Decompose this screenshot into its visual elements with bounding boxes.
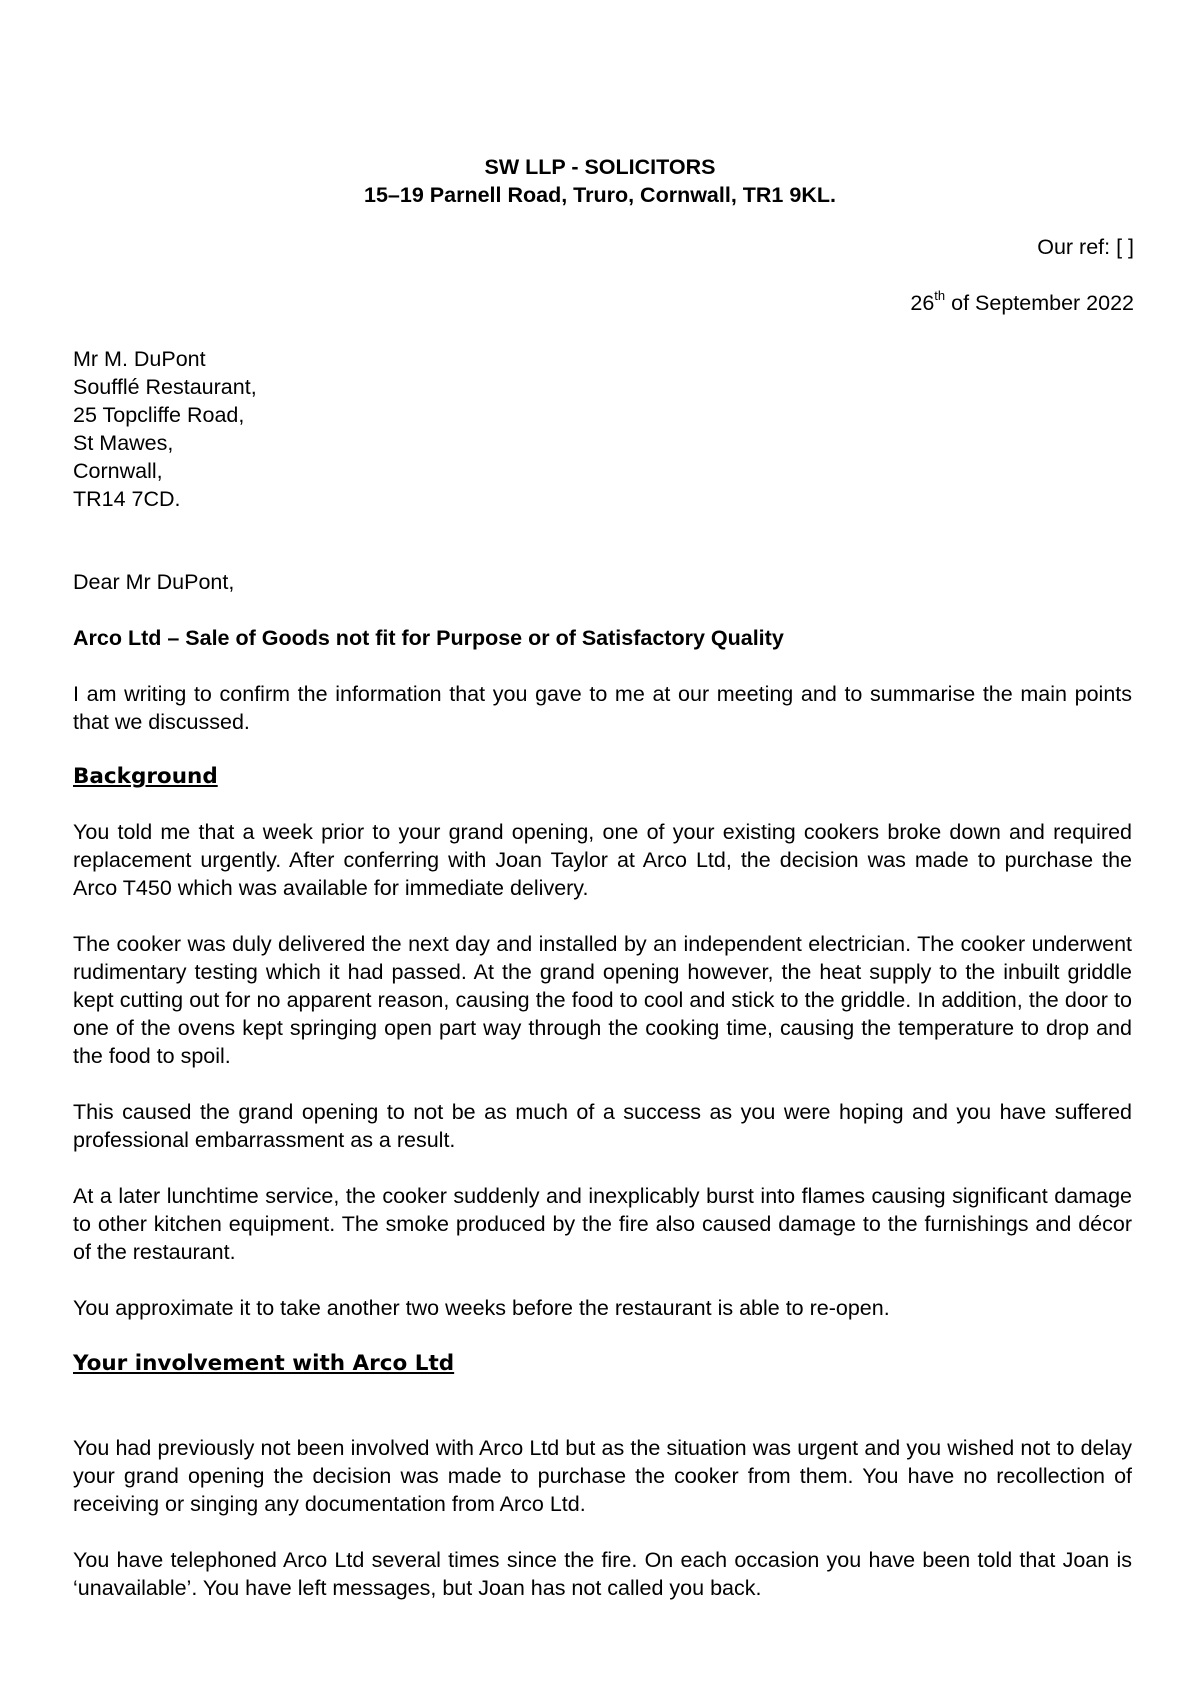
our-reference: Our ref: [ ] <box>1037 235 1134 259</box>
date-day: 26 <box>910 291 935 315</box>
date-rest: of September 2022 <box>945 291 1134 315</box>
recipient-address <box>73 345 1132 513</box>
address-line: Cornwall, <box>73 459 163 483</box>
address-line: TR14 7CD. <box>73 487 181 511</box>
salutation: Dear Mr DuPont, <box>73 570 235 594</box>
background-heading: Background <box>73 764 218 789</box>
involvement-paragraph: You had previously not been involved with Arco Ltd but as the situation was urgent and you wished not to delay your grand opening the decision was made to purchase the cooker from them. You have no recollection of receiving or singing any documentation from Arco Ltd. <box>73 1436 1132 1516</box>
firm-name: SW LLP - SOLICITORS <box>484 155 716 179</box>
background-paragraph: You approximate it to take another two weeks before the restaurant is able to re-open. <box>73 1296 890 1320</box>
background-paragraph: This caused the grand opening to not be as much of a success as you were hoping and you have suffered professional embarrassment as a result. <box>73 1100 1132 1152</box>
letterhead <box>0 153 1200 209</box>
background-paragraph: The cooker was duly delivered the next day and installed by an independent electrician. The cooker underwent rudimentary testing which it had passed. At the grand opening however, the heat supply to the inbuilt griddle kept cutting out for no apparent reason, causing the food to cool and stick to the griddle. In addition, the door to one of the ovens kept springing open part way through the cooking time, causing the temperature to drop and the food to spoil. <box>73 932 1132 1068</box>
involvement-heading: Your involvement with Arco Ltd <box>73 1351 455 1376</box>
address-line: 25 Topcliffe Road, <box>73 403 245 427</box>
involvement-paragraph: You have telephoned Arco Ltd several times since the fire. On each occasion you have been told that Joan is ‘unavailable’. You have left messages, but Joan has not called you back. <box>73 1548 1132 1600</box>
letter-date <box>910 289 1134 317</box>
subject-line: Arco Ltd – Sale of Goods not fit for Purpose or of Satisfactory Quality <box>73 626 784 650</box>
address-line: Mr M. DuPont <box>73 347 206 371</box>
intro-paragraph: I am writing to confirm the information that you gave to me at our meeting and to summarise the main points that we discussed. <box>73 682 1132 734</box>
date-suffix: th <box>934 287 946 303</box>
background-paragraph: At a later lunchtime service, the cooker suddenly and inexplicably burst into flames causing significant damage to other kitchen equipment. The smoke produced by the fire also caused damage to the furnishings and décor of the restaurant. <box>73 1184 1132 1264</box>
address-line: Soufflé Restaurant, <box>73 375 257 399</box>
background-paragraph: You told me that a week prior to your grand opening, one of your existing cookers broke down and required replacement urgently. After conferring with Joan Taylor at Arco Ltd, the decision was made to purchase the Arco T450 which was available for immediate delivery. <box>73 820 1132 900</box>
firm-address: 15–19 Parnell Road, Truro, Cornwall, TR1 9KL. <box>364 183 836 207</box>
address-line: St Mawes, <box>73 431 174 455</box>
